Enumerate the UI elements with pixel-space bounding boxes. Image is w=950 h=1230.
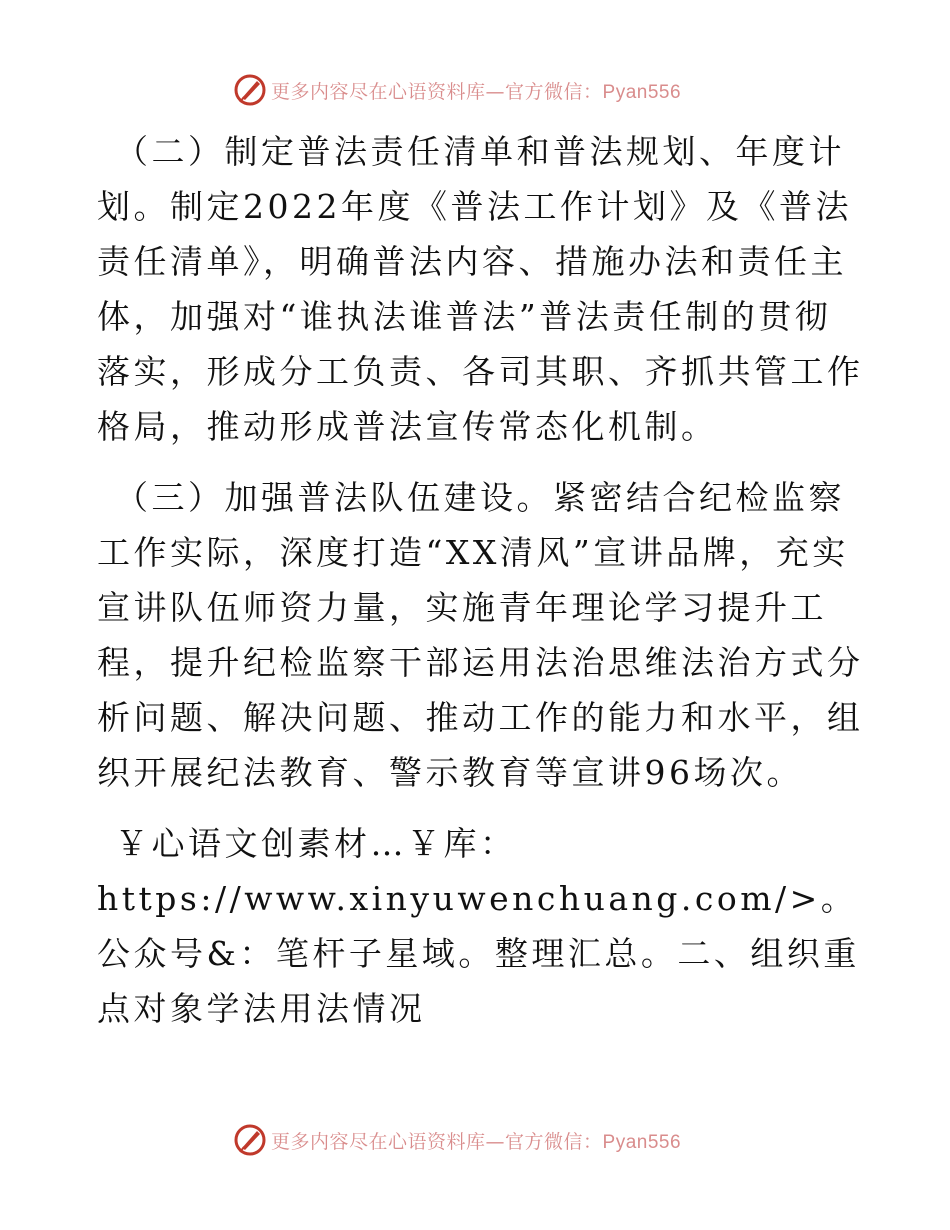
paragraph: （三）加强普法队伍建设。紧密结合纪检监察工作实际，深度打造“XX清风”宣讲品牌，充实宣讲队伍师资力量，实施青年理论学习提升工程，提升纪检监察干部运用法治思维法治方式分析问题、解决问题、推动工作的能力和水平，组织开展纪法教育、警示教育等宣讲96场次。 xyxy=(97,478,864,792)
header-watermark xyxy=(233,72,681,108)
quill-logo-icon xyxy=(233,73,267,107)
paragraph: ￥心语文创素材…￥库：https://www.xinyuwenchuang.com/>。公众号&：笔杆子星域。整理汇总。二、组织重点对象学法用法情况 xyxy=(97,824,860,1028)
quill-logo-icon xyxy=(233,1123,267,1157)
paragraph: （二）制定普法责任清单和普法规划、年度计划。制定2022年度《普法工作计划》及《普法责任清单》，明确普法内容、措施办法和责任主体，加强对“谁执法谁普法”普法责任制的贯彻落实，形成分工负责、各司其职、齐抓共管工作格局，推动形成普法宣传常态化机制。 xyxy=(97,132,864,446)
document-body xyxy=(97,124,867,1036)
watermark-text: 更多内容尽在心语资料库—官方微信：Pyan556 xyxy=(271,1130,682,1153)
footer-watermark xyxy=(233,1122,681,1158)
watermark-text: 更多内容尽在心语资料库—官方微信：Pyan556 xyxy=(271,80,682,103)
